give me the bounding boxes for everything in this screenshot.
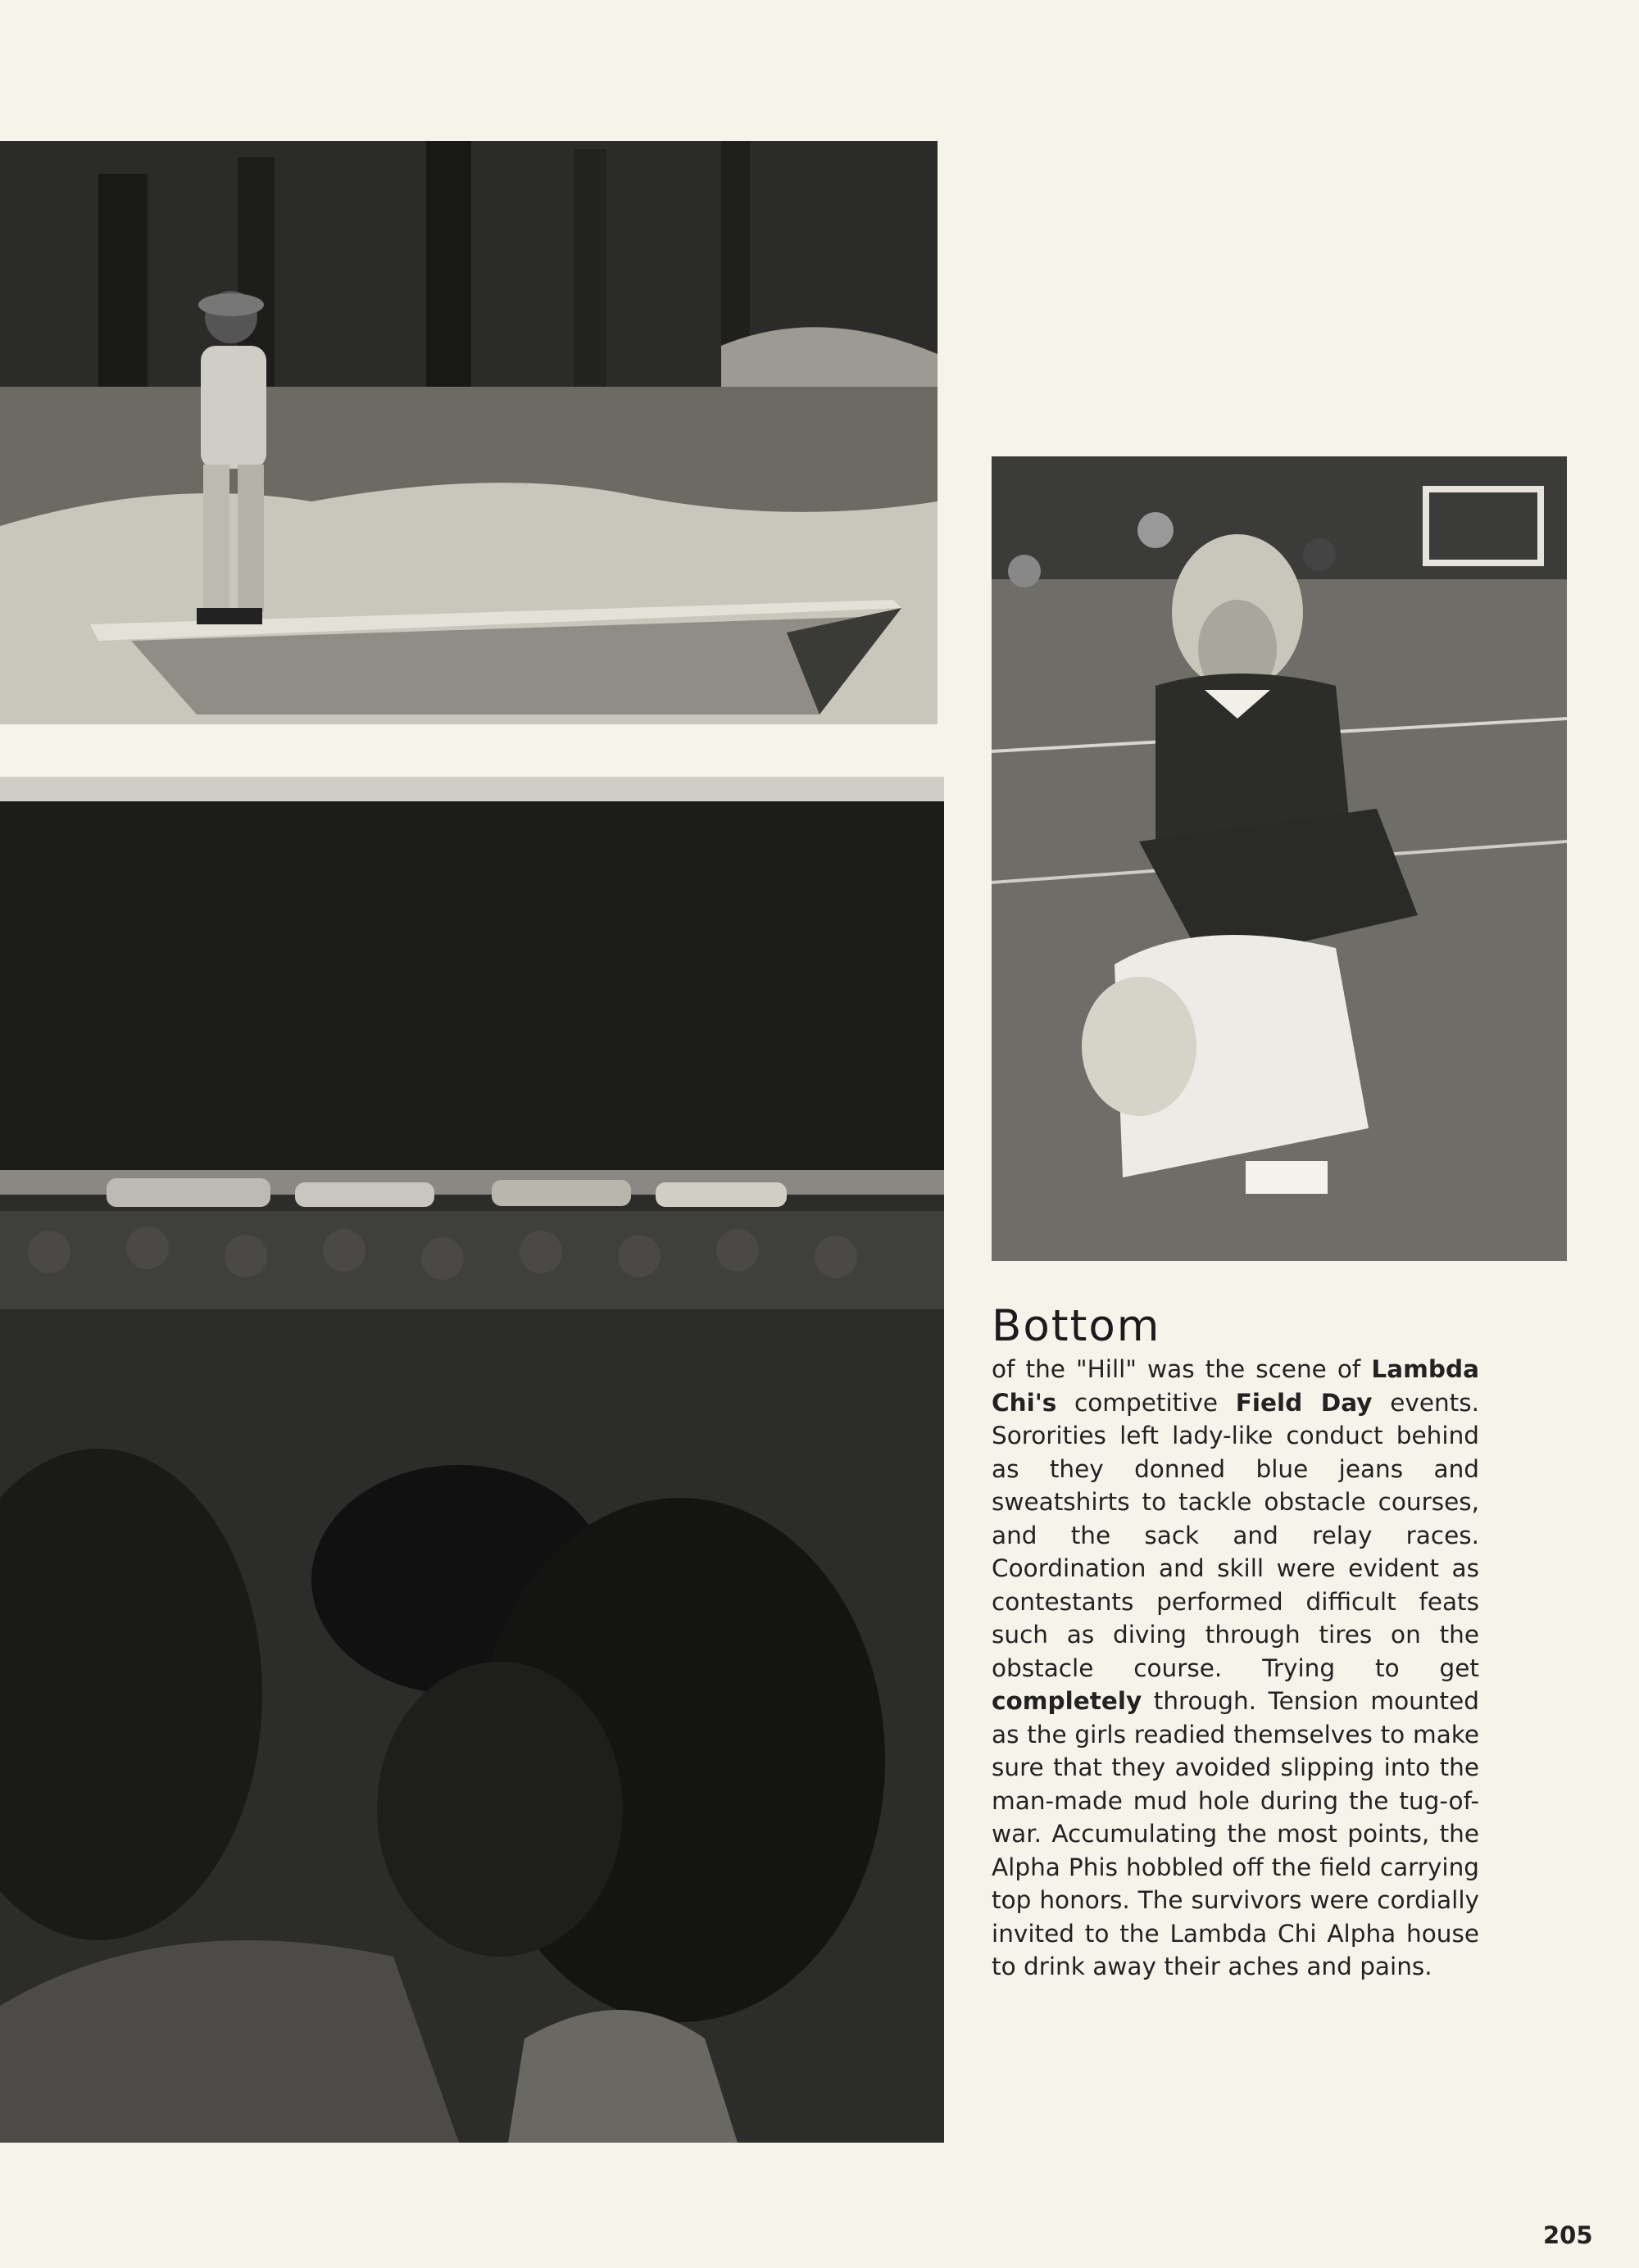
photo-relay-race xyxy=(992,456,1567,1261)
photo-obstacle-course xyxy=(0,141,938,724)
photo-crowd xyxy=(0,777,944,2143)
article-body-emphasis: Field Day xyxy=(1235,1388,1373,1417)
article-body-emphasis: Lambda Chi's xyxy=(992,1355,1479,1417)
article-heading: Bottom xyxy=(992,1301,1161,1351)
photo-crowd-image xyxy=(0,777,944,2143)
article-body-run: competitive xyxy=(1056,1388,1236,1417)
article xyxy=(992,1301,1479,1984)
article-body xyxy=(992,1353,1479,1984)
article-body-run: through. Tension mounted as the girls readied themselves to make sure that they avoided slipping into the man-made mud hole during the tug-of-war. Accumulating the most points, the Alpha Phis hobbled off the field carrying top honors. The survivors were cordially invited to the Lambda Chi Alpha house to drink away their aches and pains. xyxy=(992,1687,1479,1980)
photo-obstacle-course-image xyxy=(0,141,938,724)
article-body-run: of the "Hill" was the scene of xyxy=(992,1355,1372,1383)
photo-relay-race-image xyxy=(992,456,1567,1261)
article-body-emphasis: completely xyxy=(992,1687,1142,1715)
article-body-run: events. Sororities left lady-like conduct behind as they donned blue jeans and sweatshirts to tackle obstacle courses, and the sack and relay races. Coordination and skill were evident as contestants performed difficult feats such as diving through tires on the obstacle course. Trying to get xyxy=(992,1388,1479,1682)
page-number: 205 xyxy=(1543,2221,1593,2249)
